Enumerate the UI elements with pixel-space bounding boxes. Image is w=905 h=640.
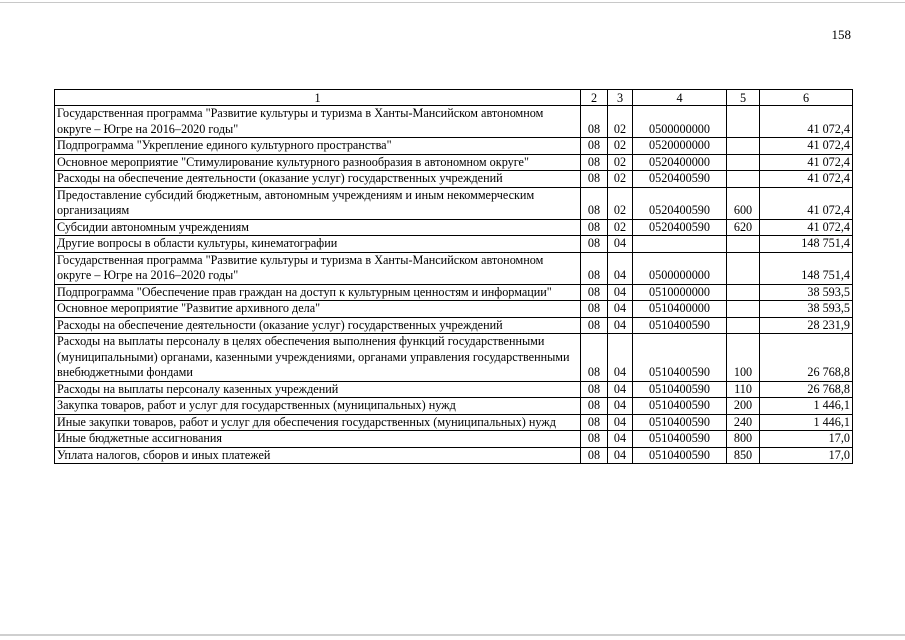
table-row [55,154,853,171]
row-amount-cell: 41 072,4 [760,171,853,188]
row-expense-type-cell [727,106,760,138]
row-section-cell: 08 [581,447,608,464]
row-section-cell: 08 [581,171,608,188]
table-row [55,187,853,219]
row-section-cell: 08 [581,106,608,138]
row-expense-type-cell [727,284,760,301]
row-section-cell: 08 [581,187,608,219]
table-row [55,414,853,431]
table-row [55,284,853,301]
row-target-article-cell: 0520400590 [633,219,727,236]
table-row [55,236,853,253]
row-name-cell: Уплата налогов, сборов и иных платежей [55,447,581,464]
row-amount-cell: 38 593,5 [760,301,853,318]
row-target-article-cell: 0510400000 [633,301,727,318]
row-amount-cell: 26 768,8 [760,381,853,398]
row-amount-cell: 17,0 [760,431,853,448]
row-target-article-cell: 0520400000 [633,154,727,171]
budget-table [54,89,853,464]
row-section-cell: 08 [581,398,608,415]
row-subsection-cell: 04 [608,334,633,382]
row-section-cell: 08 [581,252,608,284]
table-row [55,106,853,138]
row-section-cell: 08 [581,138,608,155]
row-name-cell: Другие вопросы в области культуры, кинематографии [55,236,581,253]
table-row [55,252,853,284]
row-section-cell: 08 [581,236,608,253]
row-name-cell: Закупка товаров, работ и услуг для государственных (муниципальных) нужд [55,398,581,415]
row-subsection-cell: 02 [608,154,633,171]
row-amount-cell: 41 072,4 [760,138,853,155]
row-name-cell: Государственная программа "Развитие культуры и туризма в Ханты-Мансийском автономном округе – Югре на 2016–2020 годы" [55,106,581,138]
row-amount-cell: 28 231,9 [760,317,853,334]
row-subsection-cell: 04 [608,431,633,448]
row-amount-cell: 41 072,4 [760,219,853,236]
table-row [55,398,853,415]
row-subsection-cell: 04 [608,317,633,334]
row-section-cell: 08 [581,284,608,301]
row-target-article-cell: 0520400590 [633,171,727,188]
row-target-article-cell: 0510400590 [633,398,727,415]
row-name-cell: Основное мероприятие "Развитие архивного дела" [55,301,581,318]
row-name-cell: Основное мероприятие "Стимулирование культурного разнообразия в автономном округе" [55,154,581,171]
row-subsection-cell: 04 [608,447,633,464]
table-row [55,301,853,318]
row-name-cell: Иные бюджетные ассигнования [55,431,581,448]
row-name-cell: Расходы на выплаты персоналу казенных учреждений [55,381,581,398]
row-subsection-cell: 04 [608,381,633,398]
row-section-cell: 08 [581,414,608,431]
row-name-cell: Подпрограмма "Обеспечение прав граждан на доступ к культурным ценностям и информации" [55,284,581,301]
row-amount-cell: 41 072,4 [760,187,853,219]
column-header: 4 [633,90,727,106]
row-subsection-cell: 04 [608,414,633,431]
row-expense-type-cell [727,301,760,318]
row-section-cell: 08 [581,301,608,318]
row-amount-cell: 148 751,4 [760,252,853,284]
row-name-cell: Расходы на обеспечение деятельности (оказание услуг) государственных учреждений [55,317,581,334]
row-subsection-cell: 04 [608,236,633,253]
row-name-cell: Иные закупки товаров, работ и услуг для обеспечения государственных (муниципальных) нужд [55,414,581,431]
row-expense-type-cell: 200 [727,398,760,415]
row-target-article-cell: 0510000000 [633,284,727,301]
row-amount-cell: 1 446,1 [760,414,853,431]
row-expense-type-cell: 620 [727,219,760,236]
row-target-article-cell: 0520000000 [633,138,727,155]
row-target-article-cell: 0500000000 [633,252,727,284]
column-header: 1 [55,90,581,106]
row-subsection-cell: 02 [608,106,633,138]
row-section-cell: 08 [581,219,608,236]
row-amount-cell: 41 072,4 [760,106,853,138]
row-name-cell: Субсидии автономным учреждениям [55,219,581,236]
table-row [55,317,853,334]
page-number: 158 [831,27,851,42]
row-amount-cell: 17,0 [760,447,853,464]
row-amount-cell: 41 072,4 [760,154,853,171]
row-expense-type-cell: 100 [727,334,760,382]
page-edge-bottom [0,634,905,636]
column-header: 2 [581,90,608,106]
row-amount-cell: 148 751,4 [760,236,853,253]
row-expense-type-cell: 110 [727,381,760,398]
table-row [55,171,853,188]
column-header: 6 [760,90,853,106]
row-subsection-cell: 04 [608,252,633,284]
row-name-cell: Подпрограмма "Укрепление единого культурного пространства" [55,138,581,155]
table-row [55,219,853,236]
table-row [55,334,853,382]
row-subsection-cell: 02 [608,171,633,188]
table-row [55,447,853,464]
row-target-article-cell: 0520400590 [633,187,727,219]
row-subsection-cell: 04 [608,398,633,415]
row-target-article-cell: 0510400590 [633,317,727,334]
row-name-cell: Предоставление субсидий бюджетным, автономным учреждениям и иным некоммерческим организациям [55,187,581,219]
row-target-article-cell: 0510400590 [633,431,727,448]
row-subsection-cell: 02 [608,138,633,155]
row-name-cell: Расходы на обеспечение деятельности (оказание услуг) государственных учреждений [55,171,581,188]
row-section-cell: 08 [581,431,608,448]
table-row [55,138,853,155]
page-edge-top [0,2,905,3]
row-expense-type-cell: 850 [727,447,760,464]
row-expense-type-cell [727,252,760,284]
row-expense-type-cell: 600 [727,187,760,219]
row-section-cell: 08 [581,334,608,382]
row-subsection-cell: 04 [608,284,633,301]
row-subsection-cell: 02 [608,219,633,236]
row-expense-type-cell [727,154,760,171]
column-number-row [55,90,853,106]
row-target-article-cell: 0500000000 [633,106,727,138]
row-amount-cell: 38 593,5 [760,284,853,301]
row-section-cell: 08 [581,381,608,398]
row-expense-type-cell [727,236,760,253]
table-row [55,381,853,398]
row-target-article-cell: 0510400590 [633,334,727,382]
row-target-article-cell: 0510400590 [633,414,727,431]
row-expense-type-cell [727,171,760,188]
row-target-article-cell: 0510400590 [633,447,727,464]
table-row [55,431,853,448]
row-amount-cell: 1 446,1 [760,398,853,415]
row-target-article-cell: 0510400590 [633,381,727,398]
column-header: 3 [608,90,633,106]
row-name-cell: Расходы на выплаты персоналу в целях обеспечения выполнения функций государственными (муниципальными) органами, казенными учреждениями, органами управления государственными внебюджетными фондами [55,334,581,382]
row-subsection-cell: 02 [608,187,633,219]
row-target-article-cell [633,236,727,253]
row-expense-type-cell [727,317,760,334]
row-expense-type-cell: 240 [727,414,760,431]
row-expense-type-cell: 800 [727,431,760,448]
row-section-cell: 08 [581,154,608,171]
row-subsection-cell: 04 [608,301,633,318]
row-name-cell: Государственная программа "Развитие культуры и туризма в Ханты-Мансийском автономном округе – Югре на 2016–2020 годы" [55,252,581,284]
row-expense-type-cell [727,138,760,155]
row-amount-cell: 26 768,8 [760,334,853,382]
row-section-cell: 08 [581,317,608,334]
column-header: 5 [727,90,760,106]
